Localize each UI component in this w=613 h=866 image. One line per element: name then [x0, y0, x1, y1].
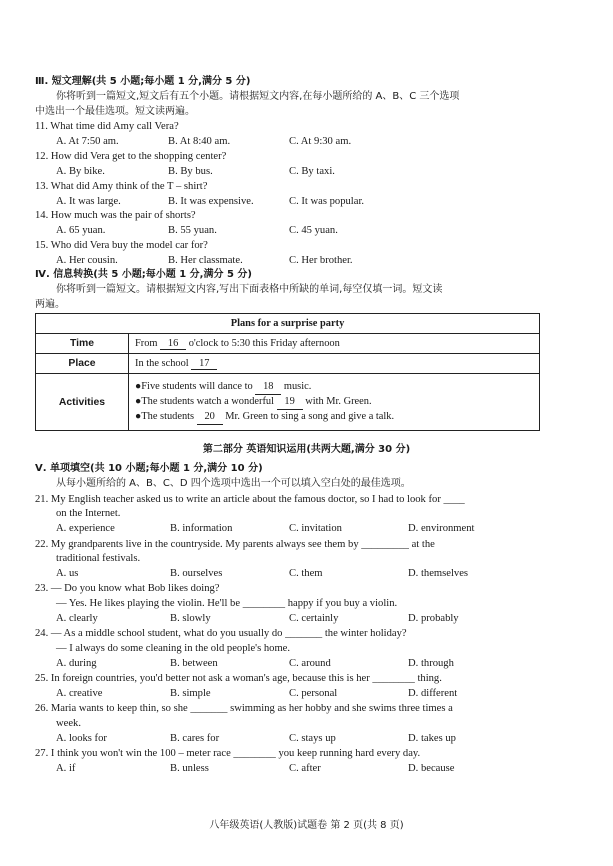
activity-1: ●Five students will dance to 18 music. [135, 380, 533, 395]
section3-heading: Ⅲ. 短文理解(共 5 小题;每小题 1 分,满分 5 分) [35, 76, 251, 87]
section5-heading: Ⅴ. 单项填空(共 10 小题;每小题 1 分,满分 10 分) [35, 463, 263, 474]
section5-instruction: 从每小题所给的 A、B、C、D 四个选项中选出一个可以填入空白处的最佳选项。 [56, 478, 411, 489]
option-b[interactable]: B. 55 yuan. [168, 225, 217, 236]
option-b[interactable]: B. information [170, 523, 233, 534]
activity-2: ●The students watch a wonderful 19 with Mr. Green. [135, 395, 533, 410]
option-d[interactable]: D. because [408, 763, 455, 774]
option-d[interactable]: D. through [408, 658, 454, 669]
option-b[interactable]: B. ourselves [170, 568, 223, 579]
option-c[interactable]: C. personal [289, 688, 338, 699]
section3-instruction: 你将听到一篇短文,短文后有五个小题。请根据短文内容,在每小题所给的 A、B、C 三个选项 [56, 91, 460, 102]
option-c[interactable]: C. Her brother. [289, 255, 353, 266]
option-b[interactable]: B. At 8:40 am. [168, 136, 231, 147]
question-15: 15. Who did Vera buy the model car for? [35, 240, 208, 251]
question-23-cont: — Yes. He likes playing the violin. He'll be ________ happy if you buy a violin. [56, 598, 398, 609]
option-d[interactable]: D. takes up [408, 733, 456, 744]
blank-17[interactable]: 17 [191, 358, 217, 370]
option-a[interactable]: A. clearly [56, 613, 98, 624]
place-label: Place [36, 354, 129, 374]
option-a[interactable]: A. experience [56, 523, 115, 534]
option-b[interactable]: B. simple [170, 688, 211, 699]
blank-18[interactable]: 18 [255, 380, 281, 395]
option-b[interactable]: B. between [170, 658, 218, 669]
option-a[interactable]: A. us [56, 568, 79, 579]
activities-cell [129, 374, 540, 431]
option-c[interactable]: C. them [289, 568, 323, 579]
option-a[interactable]: A. if [56, 763, 76, 774]
time-cell: From 16 o'clock to 5:30 this Friday afternoon [129, 334, 540, 354]
option-c[interactable]: C. stays up [289, 733, 336, 744]
part2-heading: 第二部分 英语知识运用(共两大题,满分 30 分) [202, 444, 411, 455]
section3-instruction-cont: 中选出一个最佳选项。短文读两遍。 [35, 106, 195, 117]
question-22: 22. My grandparents live in the countryside. My parents always see them by _________ at the [35, 539, 435, 550]
option-b[interactable]: B. Her classmate. [168, 255, 243, 266]
option-c[interactable]: C. invitation [289, 523, 342, 534]
question-24: 24. — As a middle school student, what do you usually do _______ the winter holiday? [35, 628, 407, 639]
question-12: 12. How did Vera get to the shopping center? [35, 151, 227, 162]
option-c[interactable]: C. It was popular. [289, 196, 365, 207]
option-c[interactable]: C. At 9:30 am. [289, 136, 352, 147]
option-c[interactable]: C. By taxi. [289, 166, 335, 177]
activities-label: Activities [36, 374, 129, 431]
option-c[interactable]: C. certainly [289, 613, 339, 624]
question-25: 25. In foreign countries, you'd better not ask a woman's age, because this is her ________ thing. [35, 673, 442, 684]
question-26-cont: week. [56, 718, 81, 729]
question-24-cont: — I always do some cleaning in the old people's home. [56, 643, 291, 654]
section4-instruction-cont: 两遍。 [35, 299, 65, 310]
time-label: Time [36, 334, 129, 354]
option-a[interactable]: A. It was large. [56, 196, 121, 207]
option-a[interactable]: A. looks for [56, 733, 107, 744]
option-a[interactable]: A. 65 yuan. [56, 225, 106, 236]
blank-20[interactable]: 20 [197, 410, 223, 425]
option-a[interactable]: A. Her cousin. [56, 255, 118, 266]
option-b[interactable]: B. It was expensive. [168, 196, 254, 207]
option-a[interactable]: A. At 7:50 am. [56, 136, 119, 147]
option-a[interactable]: A. during [56, 658, 97, 669]
plan-table [35, 313, 540, 431]
question-22-cont: traditional festivals. [56, 553, 141, 564]
question-21: 21. My English teacher asked us to write an article about the famous doctor, so I had to look for ____ [35, 494, 465, 505]
question-13: 13. What did Amy think of the T – shirt? [35, 181, 208, 192]
activity-3: ●The students 20 Mr. Green to sing a song and give a talk. [135, 410, 533, 425]
option-a[interactable]: A. creative [56, 688, 103, 699]
option-d[interactable]: D. different [408, 688, 458, 699]
option-b[interactable]: B. slowly [170, 613, 211, 624]
question-11: 11. What time did Amy call Vera? [35, 121, 179, 132]
place-cell: In the school 17 [129, 354, 540, 374]
blank-19[interactable]: 19 [277, 395, 303, 410]
option-b[interactable]: B. cares for [170, 733, 220, 744]
section4-instruction: 你将听到一篇短文。请根据短文内容,写出下面表格中所缺的单词,每空仅填一词。短文读 [56, 284, 443, 295]
option-c[interactable]: C. 45 yuan. [289, 225, 338, 236]
question-21-cont: on the Internet. [56, 508, 121, 519]
question-26: 26. Maria wants to keep thin, so she _______ swimming as her hobby and she swims three times a [35, 703, 453, 714]
plan-table-title: Plans for a surprise party [36, 314, 540, 334]
option-b[interactable]: B. By bus. [168, 166, 213, 177]
question-27: 27. I think you won't win the 100 – meter race ________ you keep running hard every day. [35, 748, 421, 759]
option-d[interactable]: D. themselves [408, 568, 469, 579]
option-c[interactable]: C. after [289, 763, 321, 774]
option-c[interactable]: C. around [289, 658, 331, 669]
blank-16[interactable]: 16 [160, 338, 186, 350]
page-footer: 八年级英语(人教版)试题卷 第 2 页(共 8 页) [209, 820, 404, 831]
section4-heading: Ⅳ. 信息转换(共 5 小题;每小题 1 分,满分 5 分) [35, 269, 252, 280]
option-d[interactable]: D. probably [408, 613, 459, 624]
option-a[interactable]: A. By bike. [56, 166, 105, 177]
question-23: 23. — Do you know what Bob likes doing? [35, 583, 220, 594]
option-b[interactable]: B. unless [170, 763, 209, 774]
option-d[interactable]: D. environment [408, 523, 475, 534]
question-14: 14. How much was the pair of shorts? [35, 210, 196, 221]
